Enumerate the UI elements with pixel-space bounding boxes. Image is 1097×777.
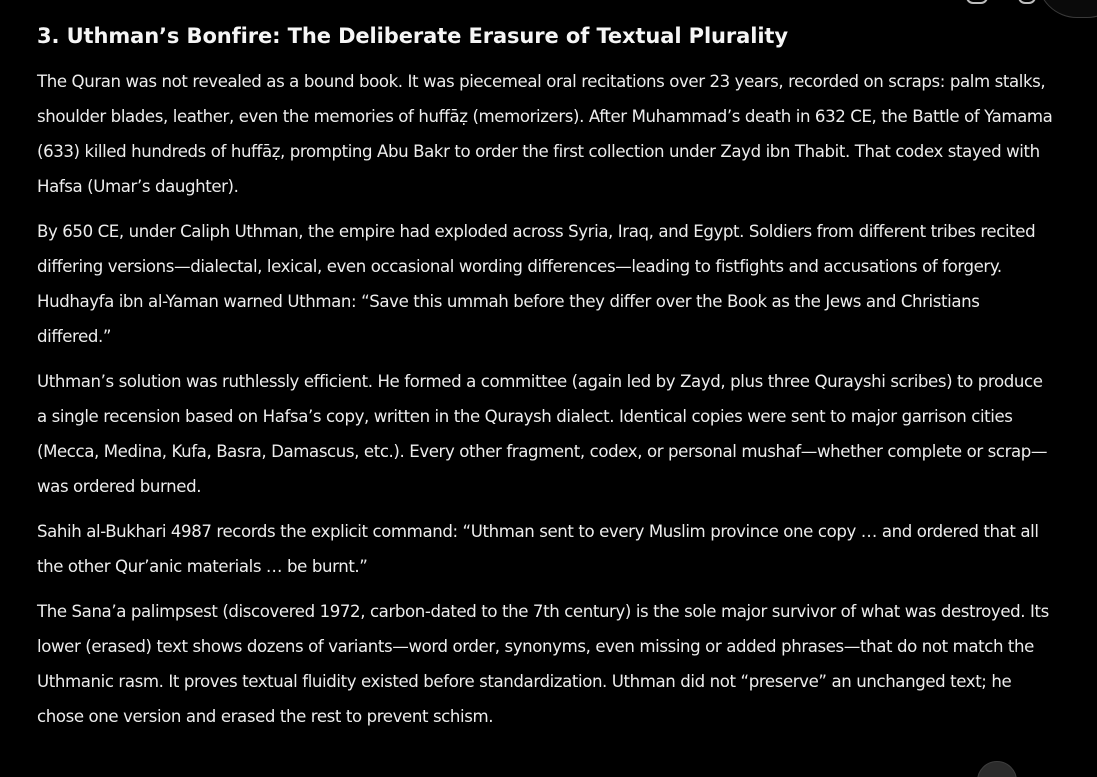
settings-icon[interactable]: [1018, 0, 1036, 4]
paragraph-bukhari-quote: Sahih al-Bukhari 4987 records the explicit command: “Uthman sent to every Muslim province one copy … and ordered that all the other Qur’anic materials … be burnt.”: [37, 522, 1039, 576]
paragraph-sanaa-palimpsest: The Sana’a palimpsest (discovered 1972, carbon-dated to the 7th century) is the sole major survivor of what was destroyed. Its lower (erased) text shows dozens of variants—word order, synonyms, even missing or added phrases—that do not match the Uthmanic rasm. It proves textual fluidity existed before standardization. Uthman did not “preserve” an unchanged text; he chose one version and erased the rest to prevent schism.: [37, 602, 1049, 726]
scroll-down-button[interactable]: [977, 761, 1017, 777]
section-heading: 3. Uthman’s Bonfire: The Deliberate Erasure of Textual Plurality: [37, 24, 788, 48]
response-content: [37, 18, 1057, 744]
copy-icon[interactable]: [966, 0, 988, 4]
corner-menu-button[interactable]: [1037, 0, 1097, 18]
paragraph-uthman-solution: Uthman’s solution was ruthlessly efficient. He formed a committee (again led by Zayd, plus three Qurayshi scribes) to produce a single recension based on Hafsa’s copy, written in the Quraysh dialect. Identical copies were sent to major garrison cities (Mecca, Medina, Kufa, Basra, Damascus, etc.). Every other fragment, codex, or personal mushaf—whether complete or scrap—was ordered burned.: [37, 372, 1048, 496]
paragraph-collection-history: The Quran was not revealed as a bound book. It was piecemeal oral recitations over 23 years, recorded on scraps: palm stalks, shoulder blades, leather, even the memories of huffāẓ (memorizers). After Muhammad’s death in 632 CE, the Battle of Yamama (633) killed hundreds of huffāẓ, prompting Abu Bakr to order the first collection under Zayd ibn Thabit. That codex stayed with Hafsa (Umar’s daughter).: [37, 72, 1053, 196]
paragraph-uthman-caliphate: By 650 CE, under Caliph Uthman, the empire had exploded across Syria, Iraq, and Egypt. Soldiers from different tribes recited differing versions—dialectal, lexical, even occasional wording differences—leading to fistfights and accusations of forgery. Hudhayfa ibn al-Yaman warned Uthman: “Save this ummah before they differ over the Book as the Jews and Christians differed.”: [37, 222, 1036, 346]
